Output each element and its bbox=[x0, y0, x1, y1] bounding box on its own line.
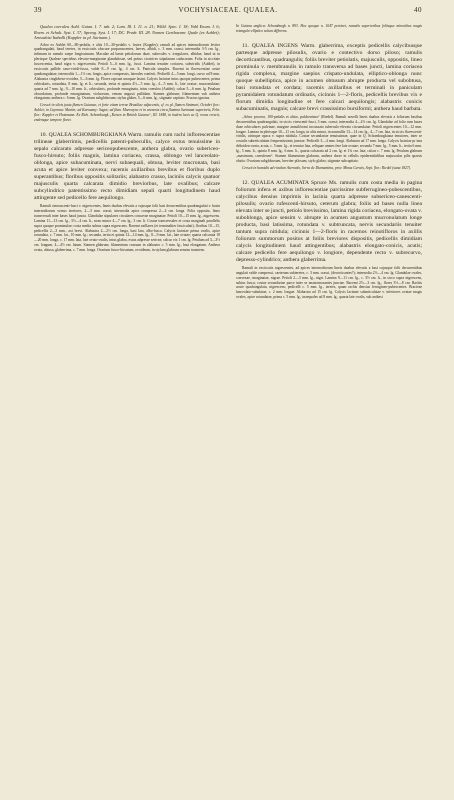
species-heading-11: 11. QUALEA INGENS Warm. glaberrima, exceptis pedicellis calycibusque partesque adpresse pilosulis, ovario e contectivo dorso piloso; ramulis decorticantibus, quadrangulis; foliis breviter petiolatis, majusculis, oppositis, lineo prominula v. membranulis in ramulo transversa ad bases juncti, lamina coriacea rigida complexa, margine saepius crispato-undulata, elliptico-oblonga nunc quoque subelliptica, apice in acumen obtusum abrupte producta vel subobtusa, basi rotundata et cordata; racemis axillaribus et terminali in paniculam pyramidalem rotundatum ordinatis, cicinnis 1—2-floris, pedicellis brevibus vix e florum dimidia longitudine et fere calcari aequilongis; alabastris conicis subacuminatis, magnis; calcare brevi crassissimo bursiformi; anthera haud barbata. bbox=[236, 42, 422, 112]
description-paragraph: Arbor ex Aublet 60—80-pedalis, e altis 10—30-pedalis v. frutex (Kappler); ramuli ad apices internodiorum leviter quadrangulati, baud teretes, in exsiccatis obscure purpurascentes, laeves, albidi, c. 3 mm. crassi; internodia 3-5 cm. lg., infimum in ramulo saepe longissimum. Maculae ad basin petiolorum duae, subovales v. irregulares, albidae, haud ut in plerisque Qualeae speciebus elevato-marginatae glandulosae, sed potius cicatrices stipularum caducarum. Folia in siccitate fuscescentia, haud nigra v. nigrescentia. Petioli 5—6 mm. lg., fusci. Lamina tenuiter coriacea, subviridis (Aublet), in exsiccatis pallide cano-viridi-fusca, valde 8—9 cm. lg., 4 cm. lt. Panicula simplex. Racemi in florescentiae acute quadrangulatae, internodiis 1—1½ cm. longis, apice compressis, laterales conferti. Pedicelli 4—5 mm. longi, curvo ad 8 mm. Alabastra cinglobeso-ovoidea, 5—6 mm. lg. Flores rapcunt unaquae lasint. Calycis laciniae intus quoque pubescentes; prima orbicularis, rotundata, 8 mm. lg. et lt.; secunda, tertia et quinta 4½—5 mm. lg., 4—5 mm. lt., late ovatae, mucronulatae; quarta ad 7 mm. lg., 9—10 mm. lt., orbicularis, profunde emarginata, intus coerulea (Aublet); calcar 5—6 mm. lg. Petalum obcordatum, profunde emarginatum, violaceum, venam angusti pallidam. Stamen glabrum; filamentum sub anthera elongatum; anthera c. 6 mm. lg. Ovarium subglobosum; stylus glaber, 5—6 mm. lg., stigmate capitato. Fructus ignotus. bbox=[34, 42, 220, 101]
description-paragraph: „Arbor procera, 100-pedalis et altior, pulcherrima“ (Riedel). Ramuli novelli lineis duabus elevatis a foliorum basibus decurrentibus quadrangulati, in siccis virescenti-fusci, 3 mm. crassi; internodia 4—4½ cm. lg. Glandulae ad folio rum bases duae orbiculares pulvinae, margine annuliformi incrassato tuberculo-elevata circumdatae. Petioli nigrescentes 10—12 mm. longae. Lamina in plerisque 10—11 cm. longa, in aliis minor, in nonnullis 13—14 cm. lg., 4—7 cm. lata, in siccis flavescenti-viridis, utrinque opaca v. supra nitidula. Costae secundariae tenuissimae, quae in Q. Schomburgkiana tenuiores, inter se costulis subreticulatim frequentissimis junctae. Pedicelli 3—4 mm. longi. Alabastra ad 17 mm. longa. Calycis laciniae pr ima deltoidea-ovata, acuta, c. 5 mm. lg., et tenuior lata, reliquae omnes fere late ovatae; secunda 7 mm. lg., 5 mm. lt., tertia 6 mm. lg., 5 mm. lt., quinta 8 mm. lg., 6 mm. lt., quarta calcarata ad 2 cm. lg. et 1¾ cm. lata; calcar c. 7 mm. lg. Petalum glabrum „maximum, coeruleum“. Stamen filamentum glabrum, anthera dorse in cellulis epidermidalibus majusculas pilis sparsis obsita. Ovarium subglobosum, breviter pilosum, stylo glabro, stigmate subcapitato. bbox=[236, 114, 422, 163]
page-number-left: 39 bbox=[34, 6, 42, 14]
description-paragraph: Ramuli cinerascenti-fusci v. nigrescentes, lineis duabus elevatis a cujusque folii basi decurrentibus quadrangulati v. basin internodiorum versus tereiores, 2—3 mm. crassi; internodia apice compressa 2—4 cm. longa. Folia opposita, lineo transversali inter bases haud juncta. Glandulae stipulares circulares concavae marginatae. Petioli 10—15 mm. lg., nigrescens. Lamina 11—13 cm. lg., 3½—4 cm. lt., nonc minor 4—7 cm. lg., 3 cm. lt. Costae transversales et costa marginali parallelis supra quoque prominulae; costa media subtus supra nigrescens. Racemi axillares (et terminaliter fasciculati); floribus 10—15, pedicellis 2—3 mm., axi brevi. Alabastra 2—2½ cm. longa, basi lata, albo-fusca. Calycis laciniae prima ovalis, apice rotundata, c. 7 mm. lat., 10 mm. lg.; secunda, tertia et quinta 12—14 mm. lg., 8—9 mm. lat., late ovatae; quarta calcarata 18—20 mm. longa, c. 17 mm. lata, late ovato-ovalis, intus glabra, extus adpresse sericea; calcar vix 1 cm. lg. Petalum ad 3—3½ cm. longum, 4—4½ cm. latum. Stamen glabrum; filamentum crassum in alabastro c. 5 mm. lg., basi elongatum. Anthera ovata, obtusa, glaberrima, c. 7 mm. longa. Ovarium fusco-hirsutum, ovoideum, in stylum glabrum sensim transiens. bbox=[34, 204, 220, 253]
habitat-paragraph: Crescit in silvis juxta flumen Guianae, et forte etiam terrae Brasiliae adjacentis, cf. ex pl. flumen Sinimari, Octobri fior.: Aublet; in Cayenna: Martin; ad Karouany: Sagot; ad flum. Marowyne et in arenosis circa flumina Surinami superioris, Febr. flor.: Kappler et Hostmann. Ex Rich. Schomburgk „Reisen in British Guiana“, III. 1848, in iisdem locis ac Q. rosea crescit, endemque tempore floret. bbox=[34, 103, 220, 123]
habitat-paragraph: Crescit in humidis ad rivulum Aterrado, Serra de Diamantina, prov. Minas Geraës, Sept. flor.: Riedel (sana 1827). bbox=[242, 165, 411, 170]
running-header bbox=[34, 6, 422, 18]
left-column bbox=[34, 24, 220, 794]
species-heading-10: 10. QUALEA SCHOMBURGKIANA Warm. ramulis cum rachi inflorescentiae trilineae glaberrimis, pedicellis patenti-pubecullis, calyce extus tenuissime in sepalo calcarato adpresse sericeopubescente, anthera glabra, ovario subericeo-fusco-hirsuto; foliis magnis, lamina coriacea, crassa, oblongo vel lanceolato-oblonga, apice subacuminata, nervi subaequali, obtusa, leviter mucronata, basi acuta et apice leviter convexa; racemis axillaribus brevibus et floribus duplo superantibus; floribus oppositis solitariis; alabastro crasso, laciniis calycis quatuor majusculis quarta calcarata dimidio breviorbus, late ovalibus; calcare subcylindrico patentissimo recto dimidiam sepali quarti longitudinem haud attingente sed pedicello fere aequilongo. bbox=[34, 132, 220, 201]
running-title: VOCHYSIACEAE. QUALEA. bbox=[178, 6, 278, 14]
right-column bbox=[236, 24, 422, 794]
species-heading-12: 12. QUALEA ACUMINATA Spruce Ms. ramulis cum costa media in pagina foliorum infera et axibus inflorescentiae parcissime subferrugineo-pubescentibus, calycibus densius imprimis in lacinia quarta adpresse subsericeo-canescenti-pilosulis; ovario rufescenti-hirsuto, ceterum glabra; foliis ad bases nulla linea elevata inter se juncti, petiolo brevissimo, lamina rigida coriacea, elongato-ovata v. suboblonga, apice sensim v. abrupte in acumen angustum mucronulatum longe producta, basi latissima, rotundata v. subtruncata, nervis secundariis tenuiter tantum supra nitidula; cicinnis 1—2-floris in racemos reinotifloros in axillis foliorum summorum positos at foliis breviores dispositis, pedicellis dimidiam calycis longitudinem haud attingentibus; alabastris elongato-conicis, acutis; calcare pedicello fere aequilongo v. longiore, dependente recto v. subrecurvo, depresso-cylindrico; anthera glaberrima. bbox=[236, 179, 422, 263]
description-paragraph: Ramuli in exsiccatis nigrescentes, ad apices internodiorum lineis duabus elevatis a basi cujusque folii decurrentibus angulati valde compressi, caeterum subteretes, c. 3 mm. crassi, (decorticantes?); internodia 2½—4 cm. lg. Glandulae ovales, convexae, marginatae, nigrae. Petioli 2—3 mm. lg., nigri. Lamina 9—11 cm. lg., c. 3½ cm. lt., in sicco supra nigrescens, subtus fusca; costae secundariae parce inter se anastomosantes junctae. Racemi 2½—3 cm. lg., flores 3½—8 cm. Rachis acute quadrangulata, nigrescens; pedicelli c. 5 mm. lg., teretes, quam rachis densius ferrugineo-pubescentes. Bracteae lanceolato-subulatae, c. 2 mm. longae. Alabastra ad 15 cm. lg. Calycis laciniae subarticulatae v. inferiores ovatae magis ovales, apice rotundatae, prima c. 5 mm. lg., inaequales ad 8 mm. lg., quarta late ovalis, sub anthesi bbox=[236, 265, 422, 300]
habitat-paragraph: In Guiana anglica: Schomburgk n. 893. Hoc quoque n. 1047 pertinet, ramulis superioribus foliisque minoribus magis triangulo-elliptico solum differens. bbox=[236, 24, 422, 33]
synonymy-paragraph: Qualea coerulea Aubl. Guian. I. 7. tab. 2; Lam. Ill. I. 11. n. 21; Willd. Spec. I. 18; Vahl Enum. I. 6; Roem. et Schult. Syst. I. 37; Spreng. Syst. I. 17; DC. Prodr. III. 28. Nomen Caribaeum: Quale (ex Aublet); Arowabisi Itaballi (Kappler in pl. Surinam.). bbox=[34, 24, 220, 40]
page-number-right: 40 bbox=[414, 6, 422, 14]
